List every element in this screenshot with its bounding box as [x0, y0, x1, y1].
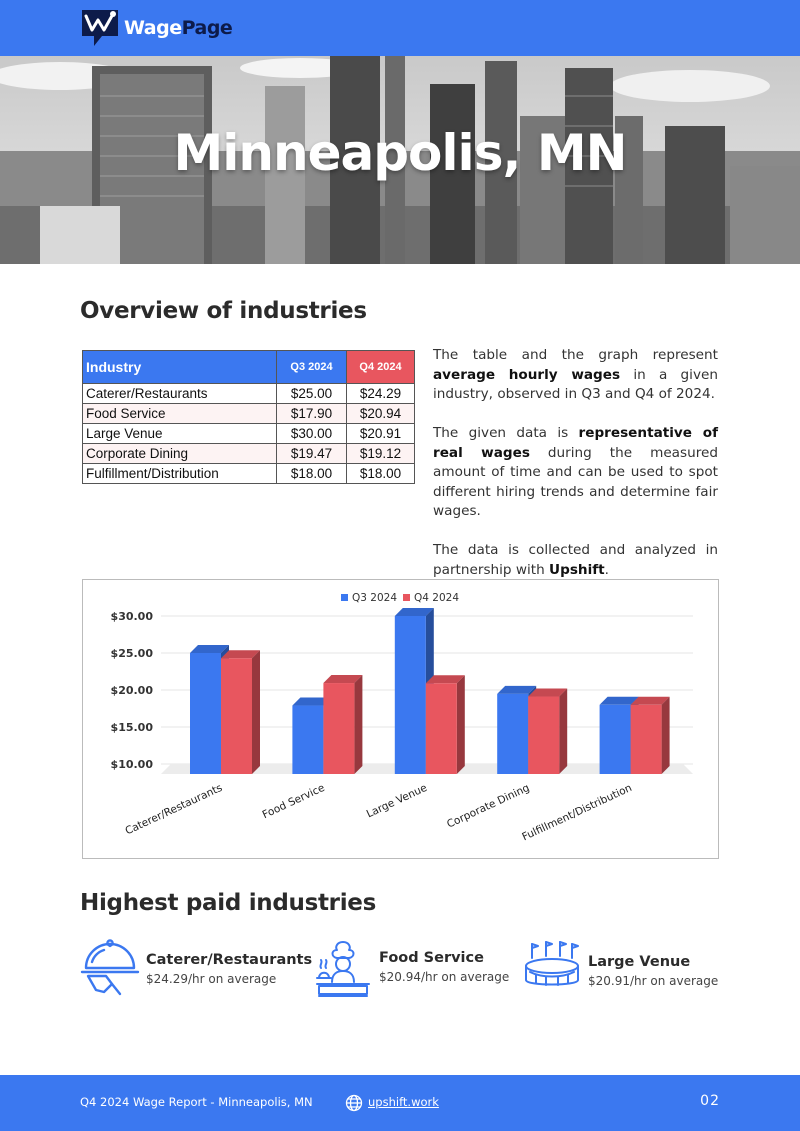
- industry-name: Food Service: [379, 950, 484, 966]
- bar-side: [662, 697, 670, 774]
- table-row: [83, 424, 415, 444]
- x-category-label: Fulfillment/Distribution: [520, 781, 634, 844]
- wage-bar-chart: [83, 580, 720, 860]
- wage-table: [82, 350, 415, 484]
- q4-cell: $20.91: [347, 424, 415, 444]
- q4-cell: $18.00: [347, 464, 415, 484]
- logo-text: WagePage: [124, 17, 233, 39]
- q3-cell: $30.00: [277, 424, 347, 444]
- header-q3: Q3 2024: [277, 351, 347, 384]
- y-tick-label: $30.00: [110, 610, 153, 623]
- table-row: [83, 464, 415, 484]
- legend-label: Q4 2024: [414, 592, 460, 604]
- description-paragraph-3: The data is collected and analyzed in partnership with Upshift.: [433, 542, 718, 578]
- wagepage-logo-icon: [80, 6, 120, 50]
- overview-heading: Overview of industries: [80, 298, 367, 324]
- industry-cell: Large Venue: [83, 424, 277, 444]
- globe-icon: [345, 1094, 363, 1112]
- q4-cell: $19.12: [347, 444, 415, 464]
- industry-cell: Fulfillment/Distribution: [83, 464, 277, 484]
- hero-banner: [0, 56, 800, 264]
- highest-item-food-service: [313, 938, 509, 1000]
- industry-average: $24.29/hr on average: [146, 972, 277, 986]
- bar-q4: [221, 658, 252, 774]
- industry-average: $20.94/hr on average: [379, 970, 510, 984]
- highest-paid-heading: Highest paid industries: [80, 890, 376, 916]
- bar-q3: [395, 616, 426, 774]
- industry-name: Caterer/Restaurants: [146, 952, 313, 968]
- highest-item-text: [379, 938, 509, 984]
- bar-q4: [528, 697, 559, 774]
- wagepage-logo[interactable]: [80, 5, 232, 51]
- q3-cell: $18.00: [277, 464, 347, 484]
- industry-cell: Corporate Dining: [83, 444, 277, 464]
- x-category-label: Caterer/Restaurants: [123, 781, 225, 838]
- bar-side: [354, 675, 362, 774]
- report-title: Q4 2024 Wage Report - Minneapolis, MN: [80, 1095, 313, 1109]
- x-category-label: Food Service: [260, 781, 327, 822]
- overview-description: [433, 346, 718, 600]
- table-row: [83, 404, 415, 424]
- page-number: 02: [700, 1093, 720, 1109]
- chef-icon: [313, 938, 373, 1000]
- highest-item-text: [146, 938, 312, 986]
- industry-cell: Caterer/Restaurants: [83, 384, 277, 404]
- y-tick-label: $25.00: [110, 647, 153, 660]
- highest-item-text: [588, 938, 718, 988]
- bar-side: [559, 689, 567, 774]
- bar-q4: [323, 683, 354, 774]
- upshift-link[interactable]: upshift.work: [368, 1095, 439, 1109]
- footer: [0, 1075, 800, 1131]
- bar-q4: [426, 683, 457, 774]
- bar-side: [252, 650, 260, 774]
- table-row: [83, 384, 415, 404]
- header-q4: Q4 2024: [347, 351, 415, 384]
- q4-cell: $24.29: [347, 384, 415, 404]
- stadium-icon: [522, 938, 582, 1000]
- description-paragraph-1: The table and the graph represent average hourly wages in a given industry, observed in Q3 and Q4 of 2024.: [433, 347, 718, 402]
- description-paragraph-2: The given data is representative of real wages during the measured amount of time and can be used to spot different hiring trends and determine fair wages.: [433, 425, 718, 519]
- q3-cell: $17.90: [277, 404, 347, 424]
- bar-q3: [497, 694, 528, 774]
- bar-q3: [600, 705, 631, 774]
- industry-average: $20.91/hr on average: [588, 974, 719, 988]
- industry-cell: Food Service: [83, 404, 277, 424]
- bar-q3: [190, 653, 221, 774]
- bar-q3: [292, 706, 323, 774]
- wage-chart: [82, 579, 719, 859]
- y-tick-label: $10.00: [110, 758, 153, 771]
- top-bar: [0, 0, 800, 56]
- header-industry: Industry: [83, 351, 277, 384]
- q4-cell: $20.94: [347, 404, 415, 424]
- legend-swatch: [403, 594, 410, 601]
- bar-side: [457, 675, 465, 774]
- legend-swatch: [341, 594, 348, 601]
- table-row: [83, 444, 415, 464]
- x-category-label: Corporate Dining: [445, 781, 532, 831]
- y-tick-label: $15.00: [110, 721, 153, 734]
- city-title: Minneapolis, MN: [173, 124, 627, 182]
- q3-cell: $25.00: [277, 384, 347, 404]
- cloche-icon: [80, 938, 140, 1000]
- y-tick-label: $20.00: [110, 684, 153, 697]
- highest-item-large-venue: [522, 938, 718, 1000]
- x-category-label: Large Venue: [364, 781, 430, 821]
- industry-name: Large Venue: [588, 954, 691, 970]
- bar-q4: [631, 705, 662, 774]
- highest-item-caterer: [80, 938, 312, 1000]
- legend-label: Q3 2024: [352, 592, 398, 604]
- table-header-row: [83, 351, 415, 384]
- q3-cell: $19.47: [277, 444, 347, 464]
